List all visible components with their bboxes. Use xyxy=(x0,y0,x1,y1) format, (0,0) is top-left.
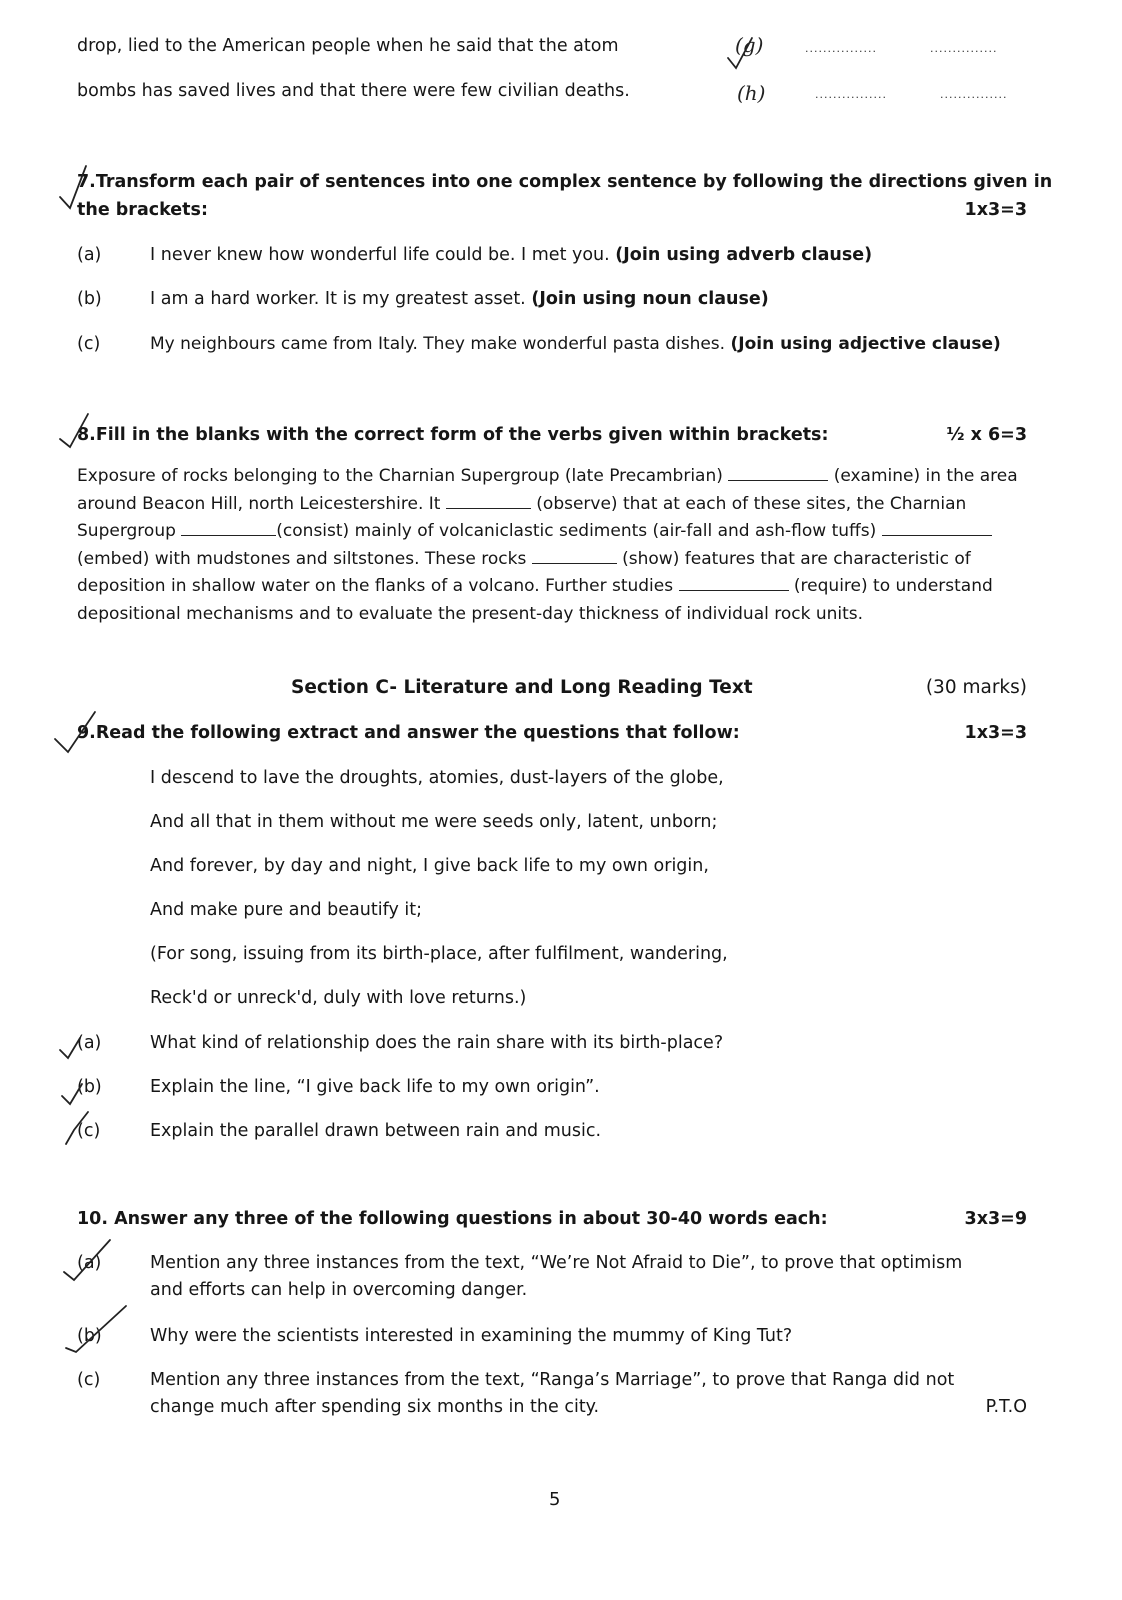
poem-line-4: And make pure and beautify it; xyxy=(150,900,422,920)
q7a-direction: (Join using adverb clause) xyxy=(615,245,873,265)
q10-instruction: 10. Answer any three of the following questions in about 30-40 words each: xyxy=(77,1209,828,1229)
q8-marks: ½ x 6=3 xyxy=(946,425,1027,445)
q10a-line-1: Mention any three instances from the text, “We’re Not Afraid to Die”, to prove that optimism xyxy=(150,1253,963,1273)
check-icon xyxy=(60,414,88,447)
q7b-label: (b) xyxy=(77,289,102,309)
poem-line-6: Reck'd or unreck'd, duly with love returns.) xyxy=(150,988,527,1008)
q8-passage: Exposure of rocks belonging to the Charnian Supergroup (late Precambrian) (examine) in the area around Beacon Hill, north Leicestershire. It (observe) that at each of these sites, the Charnian Supergroup (consist) mainly of volcaniclastic sediments (air-fall and ash-flow tuffs) (embed) with mudstones and siltstones. These rocks (show) features that are characteristic of deposition in shallow water on the flanks of a volcano. Further studies (require) to understand depositional mechanisms and to evaluate the present-day thickness of individual rock units. xyxy=(77,466,1018,624)
check-icon xyxy=(60,166,86,208)
q7b-text: I am a hard worker. It is my greatest asset. (Join using noun clause) xyxy=(150,289,769,309)
q9-marks: 1x3=3 xyxy=(964,723,1027,743)
q10c-line-2: change much after spending six months in the city. xyxy=(150,1397,600,1417)
q7b-direction: (Join using noun clause) xyxy=(531,289,769,309)
q8-instruction: 8.Fill in the blanks with the correct form of the verbs given within brackets: xyxy=(77,425,829,445)
q9a-label: (a) xyxy=(77,1033,102,1053)
q9b-text: Explain the line, “I give back life to my own origin”. xyxy=(150,1077,600,1097)
poem-line-5: (For song, issuing from its birth-place, after fulfilment, wandering, xyxy=(150,944,728,964)
answer-dots-h2: ............... xyxy=(940,88,1008,101)
q7-number: 7. xyxy=(77,172,96,192)
answer-dots-g1: ................ xyxy=(805,42,877,55)
answer-dots-g2: ............... xyxy=(930,42,998,55)
section-c-title: Section C- Literature and Long Reading Text xyxy=(291,677,753,698)
q7a-text: I never knew how wonderful life could be. I met you. (Join using adverb clause) xyxy=(150,245,873,265)
q7c-text: My neighbours came from Italy. They make wonderful pasta dishes. (Join using adjective clause) xyxy=(150,334,1001,354)
q7-instruction-text: Transform each pair of sentences into one complex sentence by following the directions given in xyxy=(95,172,1053,192)
top-line-2: bombs has saved lives and that there were few civilian deaths. xyxy=(77,81,630,101)
poem-line-2: And all that in them without me were seeds only, latent, unborn; xyxy=(150,812,718,832)
q9b-label: (b) xyxy=(77,1077,102,1097)
q9c-text: Explain the parallel drawn between rain and music. xyxy=(150,1121,602,1141)
page-number: 5 xyxy=(549,1489,561,1510)
q10-marks: 3x3=9 xyxy=(964,1209,1027,1229)
q10a-label: (a) xyxy=(77,1253,102,1273)
answer-label-h: (h) xyxy=(737,81,766,105)
check-icon xyxy=(728,38,752,68)
check-icon xyxy=(60,1038,80,1058)
poem-line-1: I descend to lave the droughts, atomies, dust-layers of the globe, xyxy=(150,768,724,788)
top-line-1: drop, lied to the American people when he said that the atom xyxy=(77,36,619,56)
check-icon xyxy=(66,1112,88,1144)
q10b-label: (b) xyxy=(77,1326,102,1346)
q9-number: 9. xyxy=(77,723,96,743)
q10c-line-1: Mention any three instances from the text, “Ranga’s Marriage”, to prove that Ranga did not xyxy=(150,1370,955,1390)
q7-instruction-line-2: the brackets: xyxy=(77,200,208,220)
q7-marks: 1x3=3 xyxy=(964,200,1027,220)
q7a-label: (a) xyxy=(77,245,102,265)
q10b-line-1: Why were the scientists interested in examining the mummy of King Tut? xyxy=(150,1326,793,1346)
check-icon xyxy=(64,1240,110,1280)
q10a-line-2: and efforts can help in overcoming danger. xyxy=(150,1280,528,1300)
answer-label-g: (g) xyxy=(735,33,764,57)
q9-instruction: 9.Read the following extract and answer the questions that follow: xyxy=(77,723,740,743)
q10-number: 10. xyxy=(77,1209,109,1229)
check-icon xyxy=(55,712,95,752)
q8-number: 8. xyxy=(77,425,96,445)
check-icon xyxy=(62,1084,82,1104)
q9a-text: What kind of relationship does the rain share with its birth-place? xyxy=(150,1033,724,1053)
q7c-direction: (Join using adjective clause) xyxy=(730,334,1001,354)
check-icon xyxy=(66,1306,126,1352)
pto-label: P.T.O xyxy=(985,1397,1027,1417)
answer-dots-h1: ................ xyxy=(815,88,887,101)
q10c-label: (c) xyxy=(77,1370,101,1390)
section-c-marks: (30 marks) xyxy=(925,677,1027,698)
poem-line-3: And forever, by day and night, I give back life to my own origin, xyxy=(150,856,709,876)
q7c-label: (c) xyxy=(77,334,101,354)
q9c-label: (c) xyxy=(77,1121,101,1141)
